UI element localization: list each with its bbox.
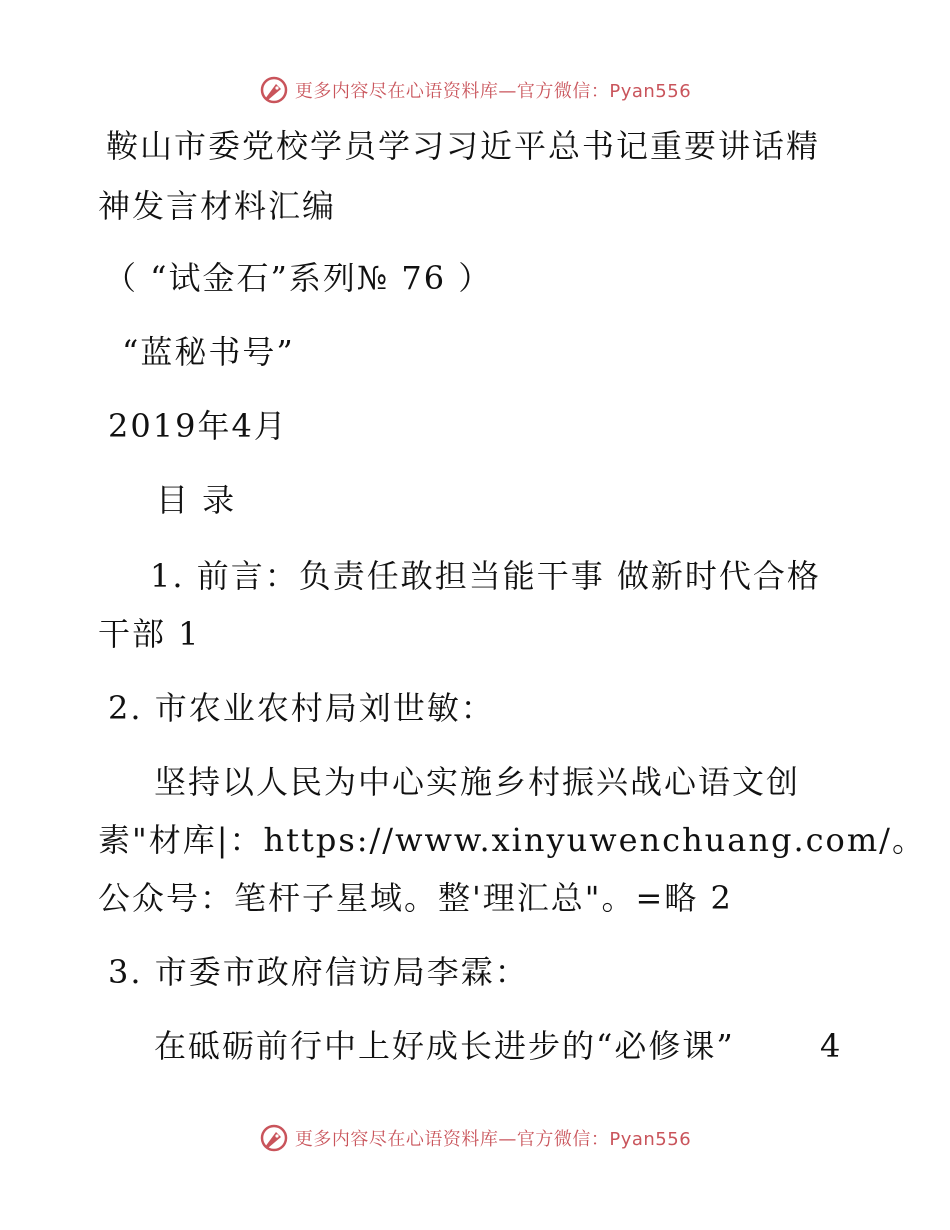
toc-item-1-line1[interactable]: 1. 前言：负责任敢担当能干事 做新时代合格 [150, 557, 821, 595]
toc-item-1-line2[interactable]: 干部 1 [98, 615, 201, 653]
doc-series: （ “试金石”系列№ 76 ） [104, 259, 493, 297]
toc-item-2-subtitle-line1[interactable]: 坚持以人民为中心实施乡村振兴战心语文创 [154, 763, 801, 801]
toc-item-2-subtitle-line2: 素"材库|：https://www.xinyuwenchuang.com/。 [98, 821, 926, 859]
doc-title-line1: 鞍山市委党校学员学习习近平总书记重要讲话精 [106, 127, 821, 165]
toc-item-3-page-number: 4 [820, 1027, 843, 1065]
toc-item-3-subtitle[interactable]: 在砥砺前行中上好成长进步的“必修课” [154, 1027, 735, 1065]
watermark-label: 更多内容尽在心语资料库—官方微信： [294, 81, 610, 102]
watermark-wechat-id: Pyan556 [609, 81, 692, 102]
watermark-text [295, 77, 691, 103]
toc-item-2[interactable]: 2. 市农业农村局刘世敏： [108, 689, 495, 727]
doc-date: 2019年4月 [108, 407, 288, 445]
toc-heading: 目 录 [156, 481, 237, 519]
doc-title-line2: 神发言材料汇编 [98, 187, 337, 225]
pen-nib-logo-icon [259, 1123, 289, 1153]
watermark-wechat-id: Pyan556 [609, 1129, 692, 1150]
watermark-banner-bottom [0, 1120, 950, 1156]
pen-nib-logo-icon [259, 75, 289, 105]
watermark-label: 更多内容尽在心语资料库—官方微信： [294, 1129, 610, 1150]
doc-publisher: “蓝秘书号” [122, 333, 295, 371]
toc-item-3[interactable]: 3. 市委市政府信访局李霖： [108, 953, 529, 991]
watermark-banner-top [0, 72, 950, 108]
toc-item-2-subtitle-line3: 公众号：笔杆子星域。整'理汇总"。=略 2 [98, 879, 733, 917]
watermark-text [295, 1125, 691, 1151]
